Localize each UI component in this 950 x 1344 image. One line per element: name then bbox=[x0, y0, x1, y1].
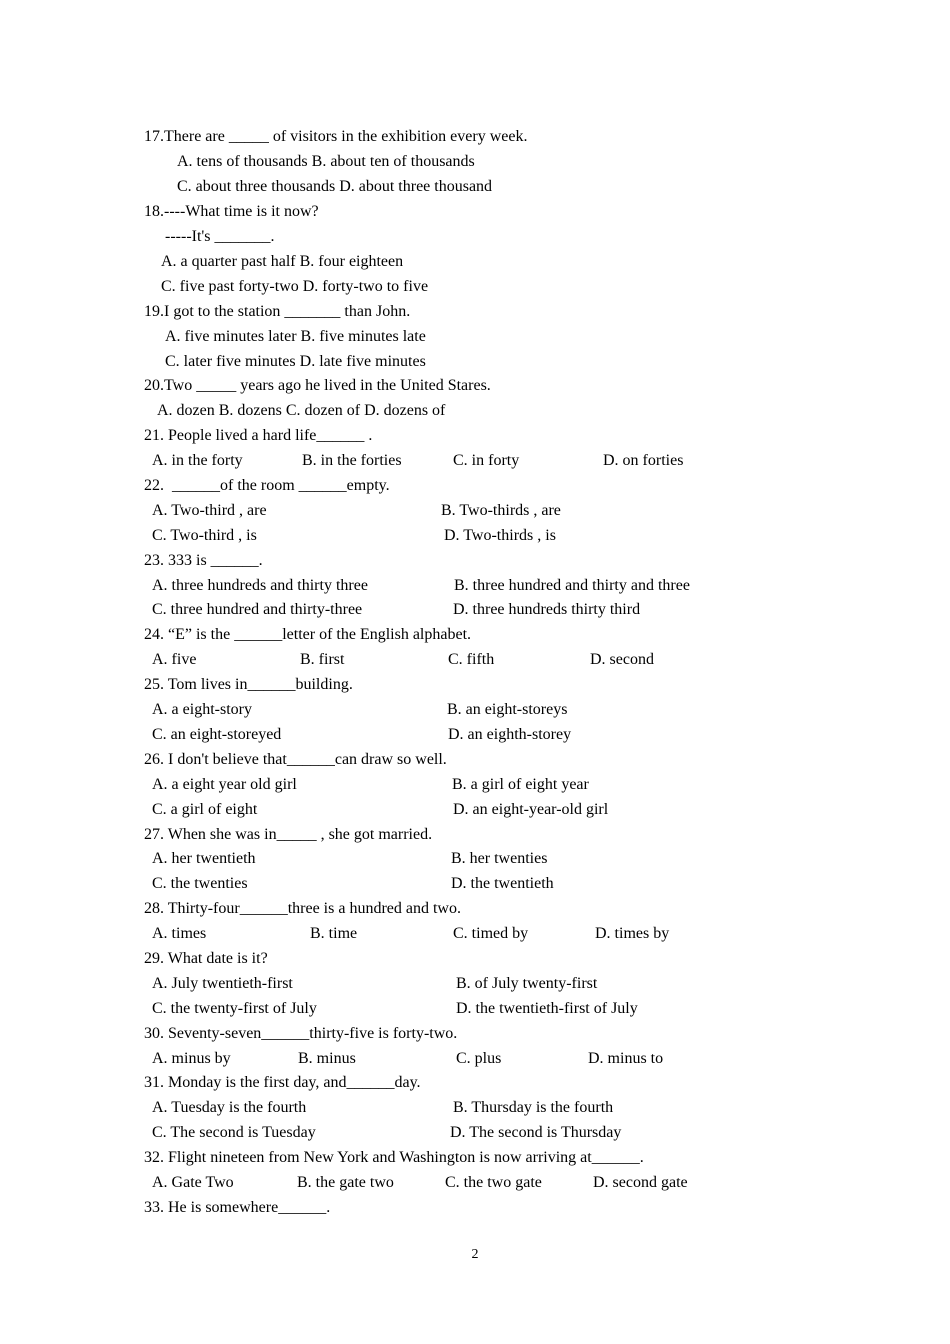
question-29-option-b: B. of July twenty-first bbox=[456, 975, 598, 992]
question-31-option-c: C. The second is Tuesday bbox=[152, 1124, 316, 1141]
page-number: 2 bbox=[471, 1247, 479, 1262]
question-23-stem: 23. 333 is ______. bbox=[144, 552, 263, 569]
question-23-option-c: C. three hundred and thirty-three bbox=[152, 601, 363, 618]
question-22-option-d: D. Two-thirds , is bbox=[444, 527, 556, 544]
question-18-options-ab: A. a quarter past half B. four eighteen bbox=[161, 253, 404, 270]
question-33-stem: 33. He is somewhere______. bbox=[144, 1199, 331, 1216]
question-20-stem: 20.Two _____ years ago he lived in the United Stares. bbox=[144, 377, 491, 394]
question-21-stem: 21. People lived a hard life______ . bbox=[144, 427, 373, 444]
question-30-option-c: C. plus bbox=[456, 1050, 502, 1067]
question-23-option-a: A. three hundreds and thirty three bbox=[152, 577, 368, 594]
question-26-stem: 26. I don't believe that______can draw so well. bbox=[144, 751, 447, 768]
question-18-reply: -----It's _______. bbox=[165, 228, 275, 245]
question-29-option-d: D. the twentieth-first of July bbox=[456, 1000, 638, 1017]
question-28-stem: 28. Thirty-four______three is a hundred and two. bbox=[144, 900, 461, 917]
question-29-option-a: A. July twentieth-first bbox=[152, 975, 293, 992]
question-26-option-b: B. a girl of eight year bbox=[452, 776, 589, 793]
question-17-options-ab: A. tens of thousands B. about ten of thousands bbox=[177, 153, 475, 170]
question-27-option-c: C. the twenties bbox=[152, 875, 248, 892]
question-22-option-c: C. Two-third , is bbox=[152, 527, 257, 544]
question-29-stem: 29. What date is it? bbox=[144, 950, 268, 967]
question-21-option-b: B. in the forties bbox=[302, 452, 402, 469]
question-24-option-d: D. second bbox=[590, 651, 654, 668]
question-21-option-a: A. in the forty bbox=[152, 452, 243, 469]
question-27-stem: 27. When she was in_____ , she got married. bbox=[144, 826, 433, 843]
question-27-option-d: D. the twentieth bbox=[451, 875, 554, 892]
question-32-option-a: A. Gate Two bbox=[152, 1174, 234, 1191]
question-28-option-d: D. times by bbox=[595, 925, 670, 942]
question-25-stem: 25. Tom lives in______building. bbox=[144, 676, 353, 693]
question-19-options-cd: C. later five minutes D. late five minutes bbox=[165, 353, 426, 370]
question-17-stem: 17.There are _____ of visitors in the exhibition every week. bbox=[144, 128, 528, 145]
question-32-option-c: C. the two gate bbox=[445, 1174, 542, 1191]
question-27-option-b: B. her twenties bbox=[451, 850, 548, 867]
question-28-option-a: A. times bbox=[152, 925, 207, 942]
question-17-options-cd: C. about three thousands D. about three thousand bbox=[177, 178, 493, 195]
question-18-stem: 18.----What time is it now? bbox=[144, 203, 319, 220]
question-24-stem: 24. “E” is the ______letter of the English alphabet. bbox=[144, 626, 472, 643]
question-31-option-b: B. Thursday is the fourth bbox=[453, 1099, 614, 1116]
question-24-option-c: C. fifth bbox=[448, 651, 495, 668]
question-30-option-d: D. minus to bbox=[588, 1050, 664, 1067]
question-26-option-a: A. a eight year old girl bbox=[152, 776, 297, 793]
question-22-option-a: A. Two-third , are bbox=[152, 502, 267, 519]
question-21-option-c: C. in forty bbox=[453, 452, 520, 469]
question-32-option-d: D. second gate bbox=[593, 1174, 688, 1191]
question-25-option-d: D. an eighth-storey bbox=[448, 726, 572, 743]
question-30-stem: 30. Seventy-seven______thirty-five is forty-two. bbox=[144, 1025, 458, 1042]
question-22-option-b: B. Two-thirds , are bbox=[441, 502, 561, 519]
question-20-options: A. dozen B. dozens C. dozen of D. dozens of bbox=[157, 402, 446, 419]
question-32-option-b: B. the gate two bbox=[297, 1174, 394, 1191]
question-18-options-cd: C. five past forty-two D. forty-two to five bbox=[161, 278, 429, 295]
question-32-stem: 32. Flight nineteen from New York and Washington is now arriving at______. bbox=[144, 1149, 644, 1166]
question-21-option-d: D. on forties bbox=[603, 452, 684, 469]
question-31-option-a: A. Tuesday is the fourth bbox=[152, 1099, 307, 1116]
question-24-option-b: B. first bbox=[300, 651, 345, 668]
question-23-option-d: D. three hundreds thirty third bbox=[453, 601, 641, 618]
question-23-option-b: B. three hundred and thirty and three bbox=[454, 577, 690, 594]
question-30-option-a: A. minus by bbox=[152, 1050, 231, 1067]
question-28-option-b: B. time bbox=[310, 925, 358, 942]
question-27-option-a: A. her twentieth bbox=[152, 850, 256, 867]
question-26-option-d: D. an eight-year-old girl bbox=[453, 801, 609, 818]
question-26-option-c: C. a girl of eight bbox=[152, 801, 258, 818]
question-24-option-a: A. five bbox=[152, 651, 197, 668]
question-28-option-c: C. timed by bbox=[453, 925, 529, 942]
question-29-option-c: C. the twenty-first of July bbox=[152, 1000, 317, 1017]
question-25-option-c: C. an eight-storeyed bbox=[152, 726, 282, 743]
question-25-option-b: B. an eight-storeys bbox=[447, 701, 568, 718]
question-25-option-a: A. a eight-story bbox=[152, 701, 252, 718]
question-19-options-ab: A. five minutes later B. five minutes late bbox=[165, 328, 426, 345]
question-31-option-d: D. The second is Thursday bbox=[450, 1124, 622, 1141]
question-19-stem: 19.I got to the station _______ than John. bbox=[144, 303, 411, 320]
question-22-stem: 22. ______of the room ______empty. bbox=[144, 477, 390, 494]
question-31-stem: 31. Monday is the first day, and______day. bbox=[144, 1074, 421, 1091]
question-30-option-b: B. minus bbox=[298, 1050, 356, 1067]
